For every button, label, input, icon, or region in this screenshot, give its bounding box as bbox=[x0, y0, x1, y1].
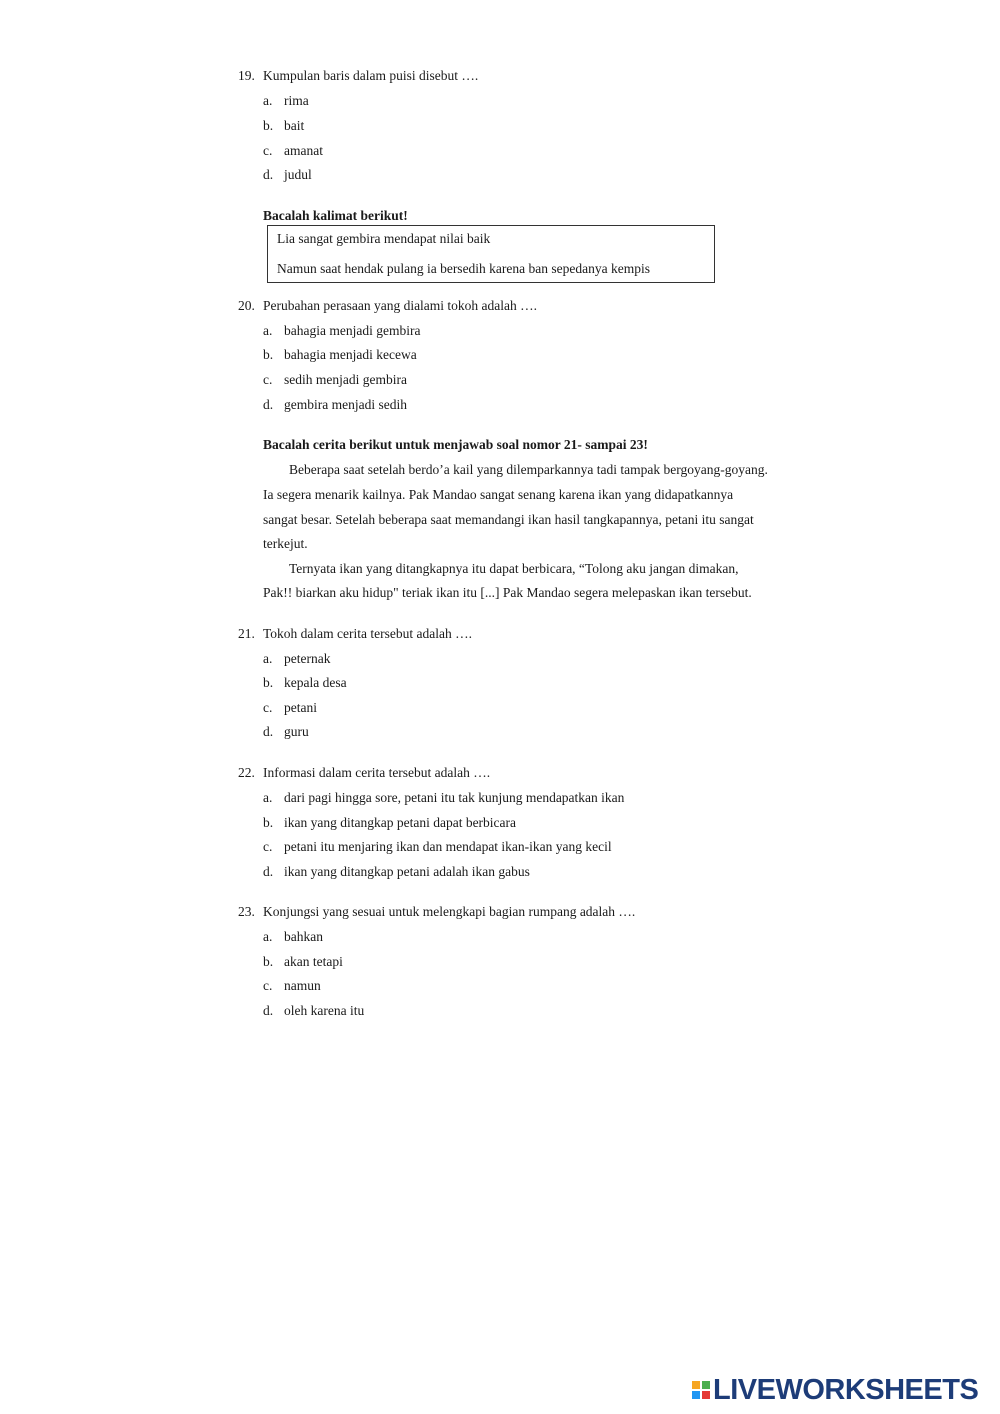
option-text[interactable]: amanat bbox=[284, 143, 323, 158]
option-text[interactable]: bahkan bbox=[284, 929, 323, 944]
option-text[interactable]: sedih menjadi gembira bbox=[284, 372, 407, 387]
option-letter: b. bbox=[263, 675, 274, 690]
option-letter: a. bbox=[263, 651, 273, 666]
option-text[interactable]: oleh karena itu bbox=[284, 1003, 365, 1018]
question-text: Konjungsi yang sesuai untuk melengkapi bagian rumpang adalah …. bbox=[263, 904, 636, 919]
box-line: Lia sangat gembira mendapat nilai baik bbox=[277, 231, 491, 246]
option-letter: b. bbox=[263, 347, 274, 362]
question-text: Informasi dalam cerita tersebut adalah …. bbox=[263, 765, 491, 780]
question-number: 19. bbox=[238, 68, 255, 83]
question-text: Kumpulan baris dalam puisi disebut …. bbox=[263, 68, 479, 83]
logo-text: LIVEWORKSHEETS bbox=[713, 1374, 979, 1406]
story-line: terkejut. bbox=[263, 536, 308, 551]
option-text[interactable]: petani itu menjaring ikan dan mendapat ikan-ikan yang kecil bbox=[284, 839, 612, 854]
option-text[interactable]: dari pagi hingga sore, petani itu tak kunjung mendapatkan ikan bbox=[284, 790, 625, 805]
question-number: 23. bbox=[238, 904, 255, 919]
option-text[interactable]: kepala desa bbox=[284, 675, 347, 690]
option-letter: a. bbox=[263, 93, 273, 108]
option-letter: d. bbox=[263, 1003, 274, 1018]
story-line: Pak!! biarkan aku hidup" teriak ikan itu [...] Pak Mandao segera melepaskan ikan tersebut. bbox=[263, 585, 752, 600]
liveworksheets-logo bbox=[692, 1376, 978, 1404]
question-number: 21. bbox=[238, 626, 255, 641]
sentence-box bbox=[267, 225, 715, 283]
option-letter: b. bbox=[263, 118, 274, 133]
option-text[interactable]: bahagia menjadi gembira bbox=[284, 323, 421, 338]
option-text[interactable]: petani bbox=[284, 700, 317, 715]
option-letter: c. bbox=[263, 372, 273, 387]
option-letter: d. bbox=[263, 724, 274, 739]
logo-grid-icon bbox=[692, 1381, 710, 1399]
option-letter: c. bbox=[263, 839, 273, 854]
option-text[interactable]: namun bbox=[284, 978, 321, 993]
logo-cell bbox=[692, 1381, 700, 1389]
option-letter: a. bbox=[263, 929, 273, 944]
logo-cell bbox=[702, 1381, 710, 1389]
option-text[interactable]: ikan yang ditangkap petani adalah ikan gabus bbox=[284, 864, 530, 879]
option-letter: d. bbox=[263, 397, 274, 412]
question-number: 22. bbox=[238, 765, 255, 780]
logo-cell bbox=[702, 1391, 710, 1399]
option-text[interactable]: gembira menjadi sedih bbox=[284, 397, 407, 412]
option-letter: c. bbox=[263, 978, 273, 993]
story-heading: Bacalah cerita berikut untuk menjawab soal nomor 21- sampai 23! bbox=[263, 437, 648, 452]
logo-cell bbox=[692, 1391, 700, 1399]
option-text[interactable]: rima bbox=[284, 93, 309, 108]
question-number: 20. bbox=[238, 298, 255, 313]
option-letter: b. bbox=[263, 815, 274, 830]
question-text: Perubahan perasaan yang dialami tokoh adalah …. bbox=[263, 298, 538, 313]
option-text[interactable]: judul bbox=[284, 167, 312, 182]
option-text[interactable]: bahagia menjadi kecewa bbox=[284, 347, 417, 362]
option-letter: c. bbox=[263, 700, 273, 715]
box-line: Namun saat hendak pulang ia bersedih karena ban sepedanya kempis bbox=[277, 261, 650, 276]
question-text: Tokoh dalam cerita tersebut adalah …. bbox=[263, 626, 472, 641]
option-letter: a. bbox=[263, 323, 273, 338]
option-text[interactable]: guru bbox=[284, 724, 309, 739]
story-line: Ternyata ikan yang ditangkapnya itu dapat berbicara, “Tolong aku jangan dimakan, bbox=[289, 561, 739, 576]
option-letter: d. bbox=[263, 864, 274, 879]
option-letter: b. bbox=[263, 954, 274, 969]
option-text[interactable]: bait bbox=[284, 118, 305, 133]
story-line: sangat besar. Setelah beberapa saat memandangi ikan hasil tangkapannya, petani itu sangat bbox=[263, 512, 754, 527]
option-text[interactable]: akan tetapi bbox=[284, 954, 343, 969]
story-line: Beberapa saat setelah berdo’a kail yang dilemparkannya tadi tampak bergoyang-goyang. bbox=[289, 462, 768, 477]
option-letter: a. bbox=[263, 790, 273, 805]
option-letter: d. bbox=[263, 167, 274, 182]
option-letter: c. bbox=[263, 143, 273, 158]
option-text[interactable]: peternak bbox=[284, 651, 331, 666]
story-line: Ia segera menarik kailnya. Pak Mandao sangat senang karena ikan yang didapatkannya bbox=[263, 487, 734, 502]
option-text[interactable]: ikan yang ditangkap petani dapat berbicara bbox=[284, 815, 517, 830]
section-heading: Bacalah kalimat berikut! bbox=[263, 208, 408, 223]
